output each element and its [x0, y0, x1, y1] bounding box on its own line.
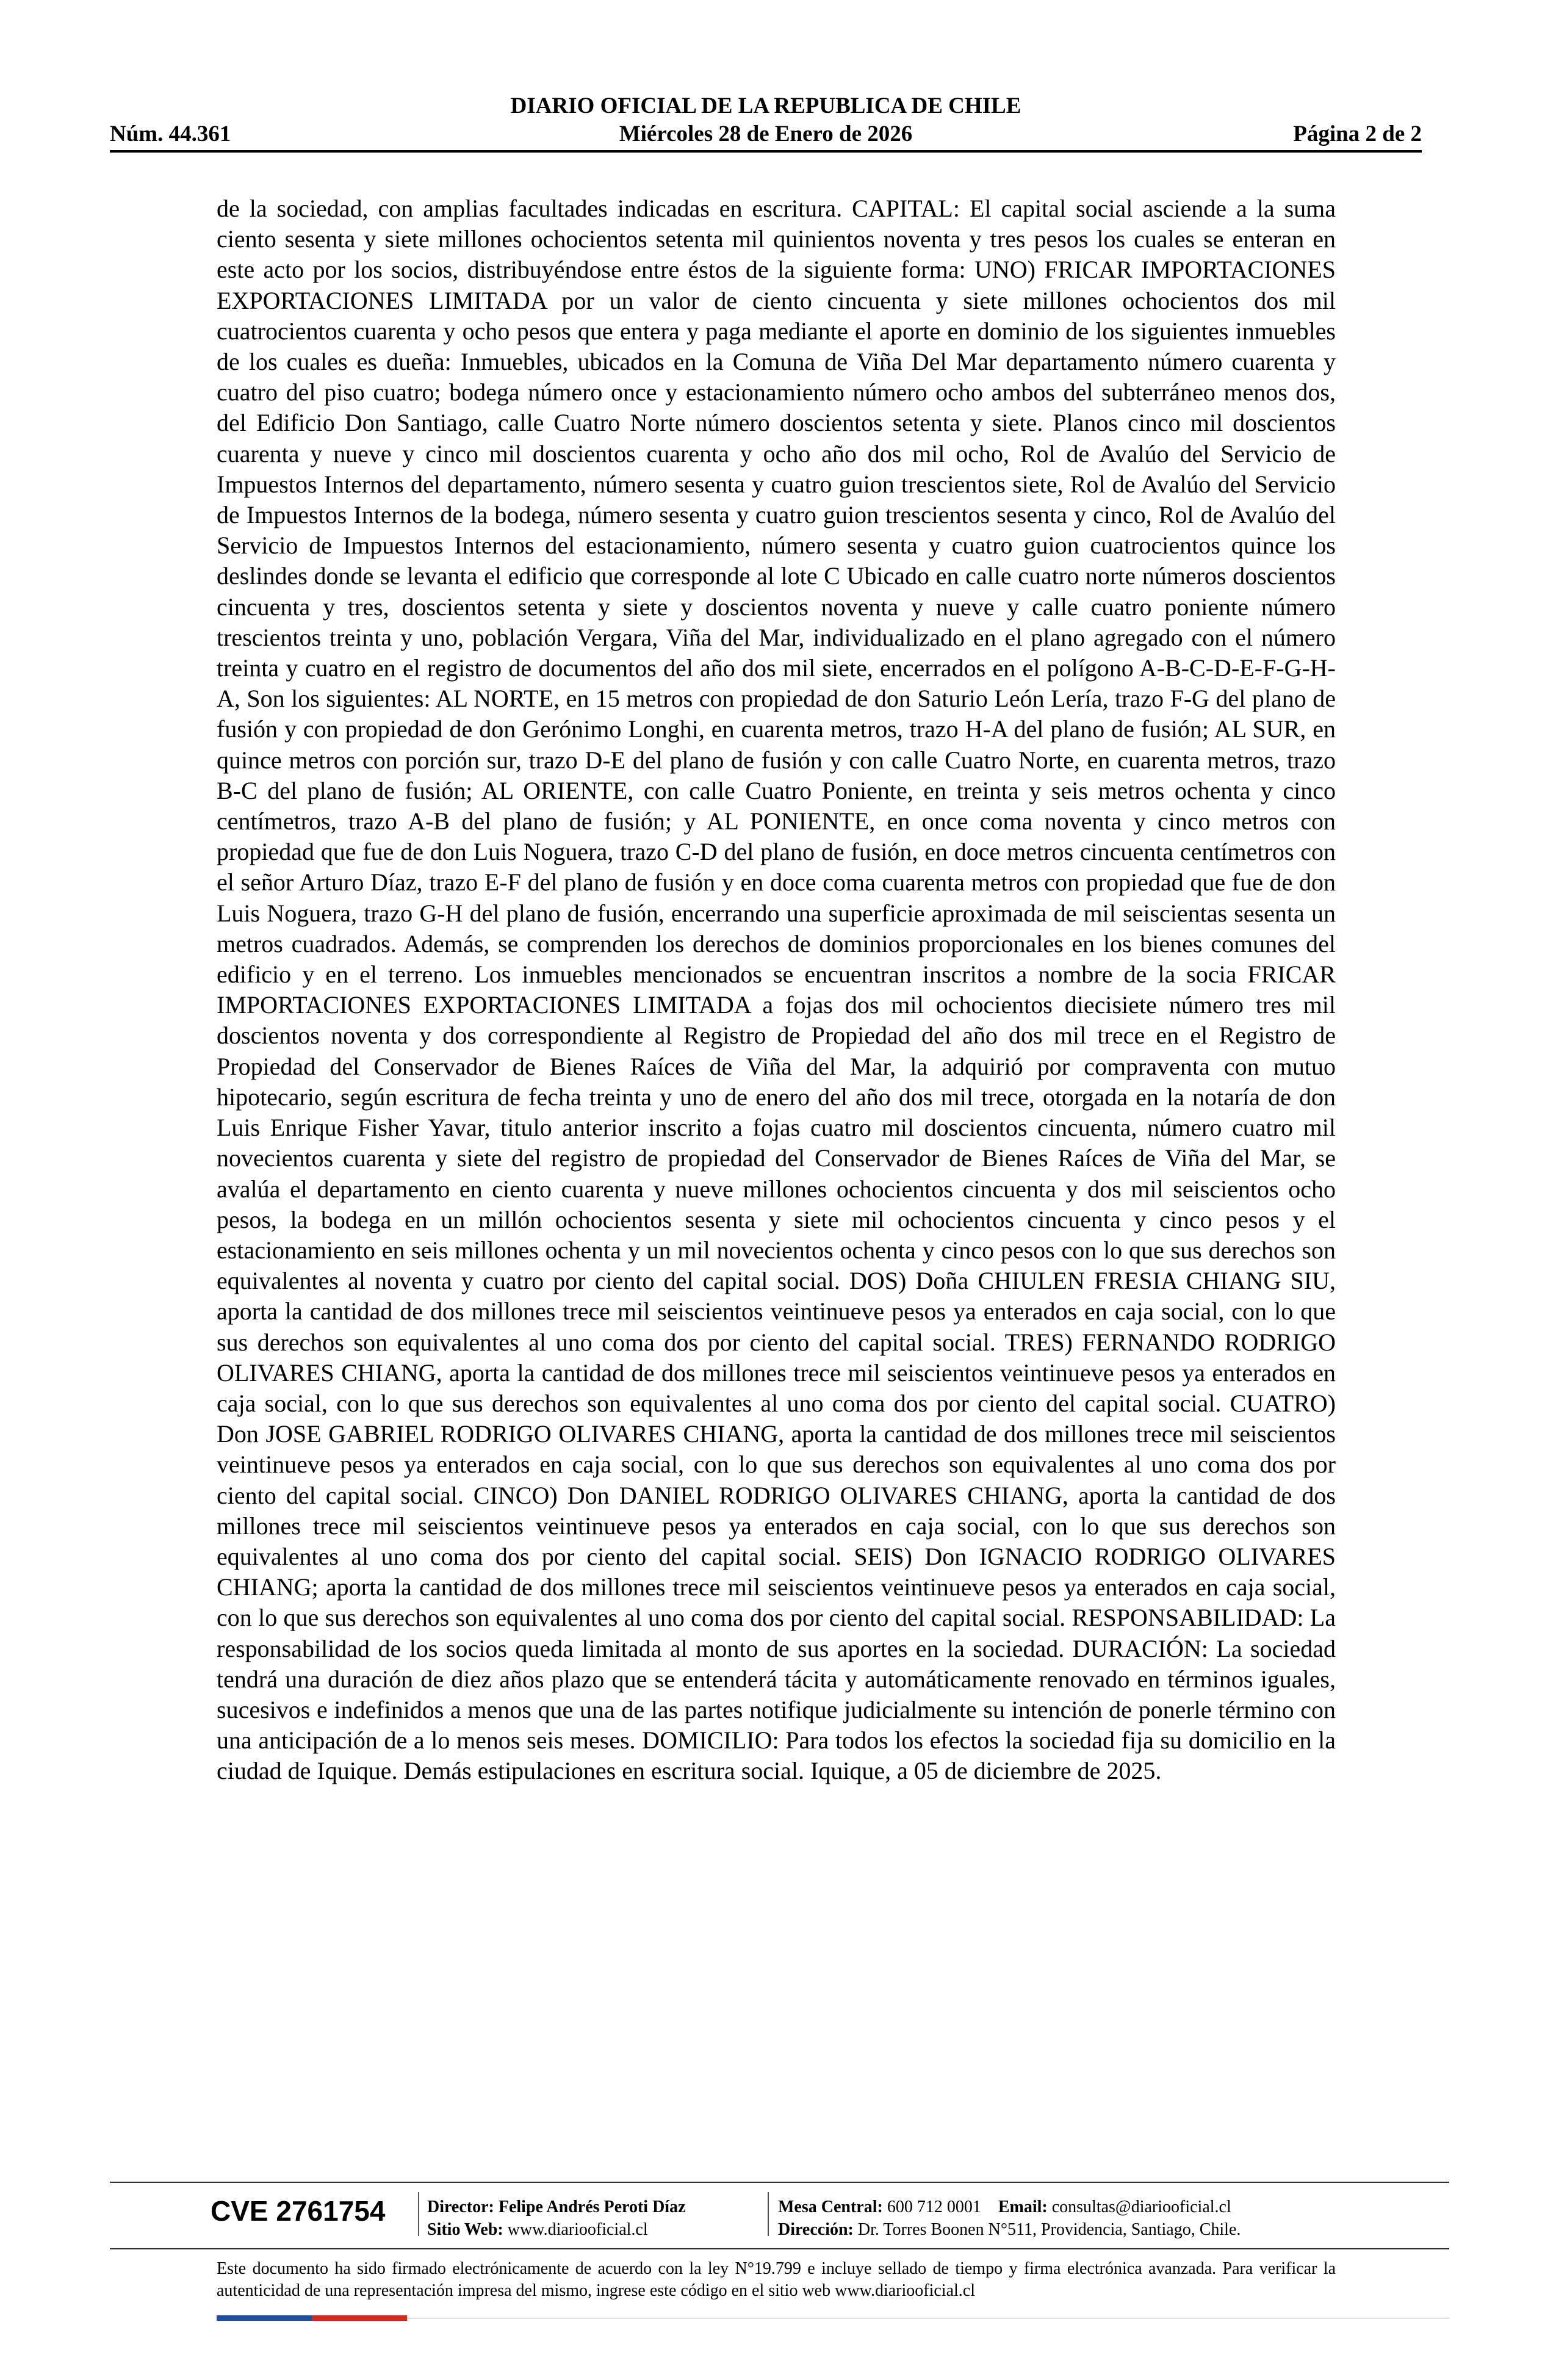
footer-separator	[418, 2192, 419, 2236]
director-name: Felipe Andrés Peroti Díaz	[498, 2198, 686, 2216]
cve-code: CVE 2761754	[211, 2195, 386, 2227]
site-label: Sitio Web:	[427, 2220, 503, 2239]
publication-title: DIARIO OFICIAL DE LA REPUBLICA DE CHILE	[510, 93, 1021, 118]
mesa-phone: 600 712 0001	[887, 2198, 981, 2216]
address-label: Dirección:	[778, 2220, 854, 2239]
email-link[interactable]: consultas@diariooficial.cl	[1051, 2198, 1231, 2216]
page-indicator: Página 2 de 2	[1293, 121, 1422, 146]
email-label: Email:	[998, 2198, 1048, 2216]
footer-director-block	[427, 2196, 686, 2241]
director-label: Director:	[427, 2198, 494, 2216]
footer-contact-block	[778, 2196, 1241, 2241]
flag-red-segment	[312, 2315, 407, 2321]
page-header	[110, 93, 1422, 154]
footer-divider-top	[110, 2182, 1449, 2183]
flag-blue-segment	[217, 2315, 312, 2321]
issue-number: Núm. 44.361	[110, 121, 231, 146]
address-value: Dr. Torres Boonen N°511, Providencia, Santiago, Chile.	[857, 2220, 1241, 2239]
document-body: de la sociedad, con amplias facultades indicadas en escritura. CAPITAL: El capital social asciende a la suma ciento sesenta y siete millones ochocientos setenta mil quinientos noventa y tres pesos los cuales se enteran en este acto por los socios, distribuyéndose entre éstos de la siguiente forma: UNO) FRICAR IMPORTACIONES EXPORTACIONES LIMITADA por un valor de ciento cincuenta y siete millones ochocientos dos mil cuatrocientos cuarenta y ocho pesos que entera y paga mediante el aporte en dominio de los siguientes inmuebles de los cuales es dueña: Inmuebles, ubicados en la Comuna de Viña Del Mar departamento número cuarenta y cuatro del piso cuatro; bodega número once y estacionamiento número ocho ambos del subterráneo menos dos, del Edificio Don Santiago, calle Cuatro Norte número doscientos setenta y siete. Planos cinco mil doscientos cuarenta y nueve y cinco mil doscientos cuarenta y ocho año dos mil ocho, Rol de Avalúo del Servicio de Impuestos Internos del departamento, número sesenta y cuatro guion trescientos siete, Rol de Avalúo del Servicio de Impuestos Internos de la bodega, número sesenta y cuatro guion trescientos sesenta y cinco, Rol de Avalúo del Servicio de Impuestos Internos del estacionamiento, número sesenta y cuatro guion cuatrocientos quince los deslindes donde se levanta el edificio que corresponde al lote C Ubicado en calle cuatro norte números doscientos cincuenta y tres, doscientos setenta y siete y doscientos noventa y nueve y calle cuatro poniente número trescientos treinta y uno, población Vergara, Viña del Mar, individualizado en el plano agregado con el número treinta y cuatro en el registro de documentos del año dos mil siete, encerrados en el polígono A-B-C-D-E-F-G-H-A, Son los siguientes: AL NORTE, en 15 metros con propiedad de don Saturio León Lería, trazo F-G del plano de fusión y con propiedad de don Gerónimo Longhi, en cuarenta metros, trazo H-A del plano de fusión; AL SUR, en quince metros con porción sur, trazo D-E del plano de fusión y con calle Cuatro Norte, en cuarenta metros, trazo B-C del plano de fusión; AL ORIENTE, con calle Cuatro Poniente, en treinta y seis metros ochenta y cinco centímetros, trazo A-B del plano de fusión; y AL PONIENTE, en once coma noventa y cinco metros con propiedad que fue de don Luis Noguera, trazo C-D del plano de fusión, en doce metros cincuenta centímetros con el señor Arturo Díaz, trazo E-F del plano de fusión y en doce coma cuarenta metros con propiedad que fue de don Luis Noguera, trazo G-H del plano de fusión, encerrando una superficie aproximada de mil seiscientas sesenta un metros cuadrados. Además, se comprenden los derechos de dominios proporcionales en los bienes comunes del edificio y en el terreno. Los inmuebles mencionados se encuentran inscritos a nombre de la socia FRICAR IMPORTACIONES EXPORTACIONES LIMITADA a fojas dos mil ochocientos diecisiete número tres mil doscientos noventa y dos correspondiente al Registro de Propiedad del año dos mil trece en el Registro de Propiedad del Conservador de Bienes Raíces de Viña del Mar, la adquirió por compraventa con mutuo hipotecario, según escritura de fecha treinta y uno de enero del año dos mil trece, otorgada en la notaría de don Luis Enrique Fisher Yavar, titulo anterior inscrito a fojas cuatro mil doscientos cincuenta, número cuatro mil novecientos cuarenta y siete del registro de propiedad del Conservador de Bienes Raíces de Viña del Mar, se avalúa el departamento en ciento cuarenta y nueve millones ochocientos cincuenta y dos mil seiscientos ocho pesos, la bodega en un millón ochocientos sesenta y siete mil ochocientos cincuenta y cinco pesos y el estacionamiento en seis millones ochenta y un mil novecientos ochenta y cinco pesos con lo que sus derechos son equivalentes al noventa y cuatro por ciento del capital social. DOS) Doña CHIULEN FRESIA CHIANG SIU, aporta la cantidad de dos millones trece mil seiscientos veintinueve pesos ya enterados en caja social, con lo que sus derechos son equivalentes al uno coma dos por ciento del capital social. TRES) FERNANDO RODRIGO OLIVARES CHIANG, aporta la cantidad de dos millones trece mil seiscientos veintinueve pesos ya enterados en caja social, con lo que sus derechos son equivalentes al uno coma dos por ciento del capital social. CUATRO) Don JOSE GABRIEL RODRIGO OLIVARES CHIANG, aporta la cantidad de dos millones trece mil seiscientos veintinueve pesos ya enterados en caja social, con lo que sus derechos son equivalentes al uno coma dos por ciento del capital social. CINCO) Don DANIEL RODRIGO OLIVARES CHIANG, aporta la cantidad de dos millones trece mil seiscientos veintinueve pesos ya enterados en caja social, con lo que sus derechos son equivalentes al uno coma dos por ciento del capital social. SEIS) Don IGNACIO RODRIGO OLIVARES CHIANG; aporta la cantidad de dos millones trece mil seiscientos veintinueve pesos ya enterados en caja social, con lo que sus derechos son equivalentes al uno coma dos por ciento del capital social. RESPONSABILIDAD: La responsabilidad de los socios queda limitada al monto de sus aportes en la sociedad. DURACIÓN: La sociedad tendrá una duración de diez años plazo que se entenderá tácita y automáticamente renovado en términos iguales, sucesivos e indefinidos a menos que una de las partes notifique judicialmente su intención de ponerle término con una anticipación de a lo menos seis meses. DOMICILIO: Para todos los efectos la sociedad fija su domicilio en la ciudad de Iquique. Demás estipulaciones en escritura social. Iquique, a 05 de diciembre de 2025.	[217, 195, 1336, 1785]
header-divider	[110, 150, 1422, 153]
footer-separator	[768, 2192, 769, 2236]
mesa-label: Mesa Central:	[778, 2198, 883, 2216]
legal-notice: Este documento ha sido firmado electrónicamente de acuerdo con la ley N°19.799 e incluye sellado de tiempo y firma electrónica avanzada. Para verificar la autenticidad de una representación impresa del mismo, ingrese este código en el sitio web www.diariooficial.cl	[217, 2259, 1336, 2300]
issue-date: Miércoles 28 de Enero de 2026	[619, 121, 913, 146]
footer-divider-bottom	[110, 2248, 1449, 2249]
flag-stripe	[217, 2315, 407, 2321]
site-link[interactable]: www.diariooficial.cl	[507, 2220, 648, 2239]
